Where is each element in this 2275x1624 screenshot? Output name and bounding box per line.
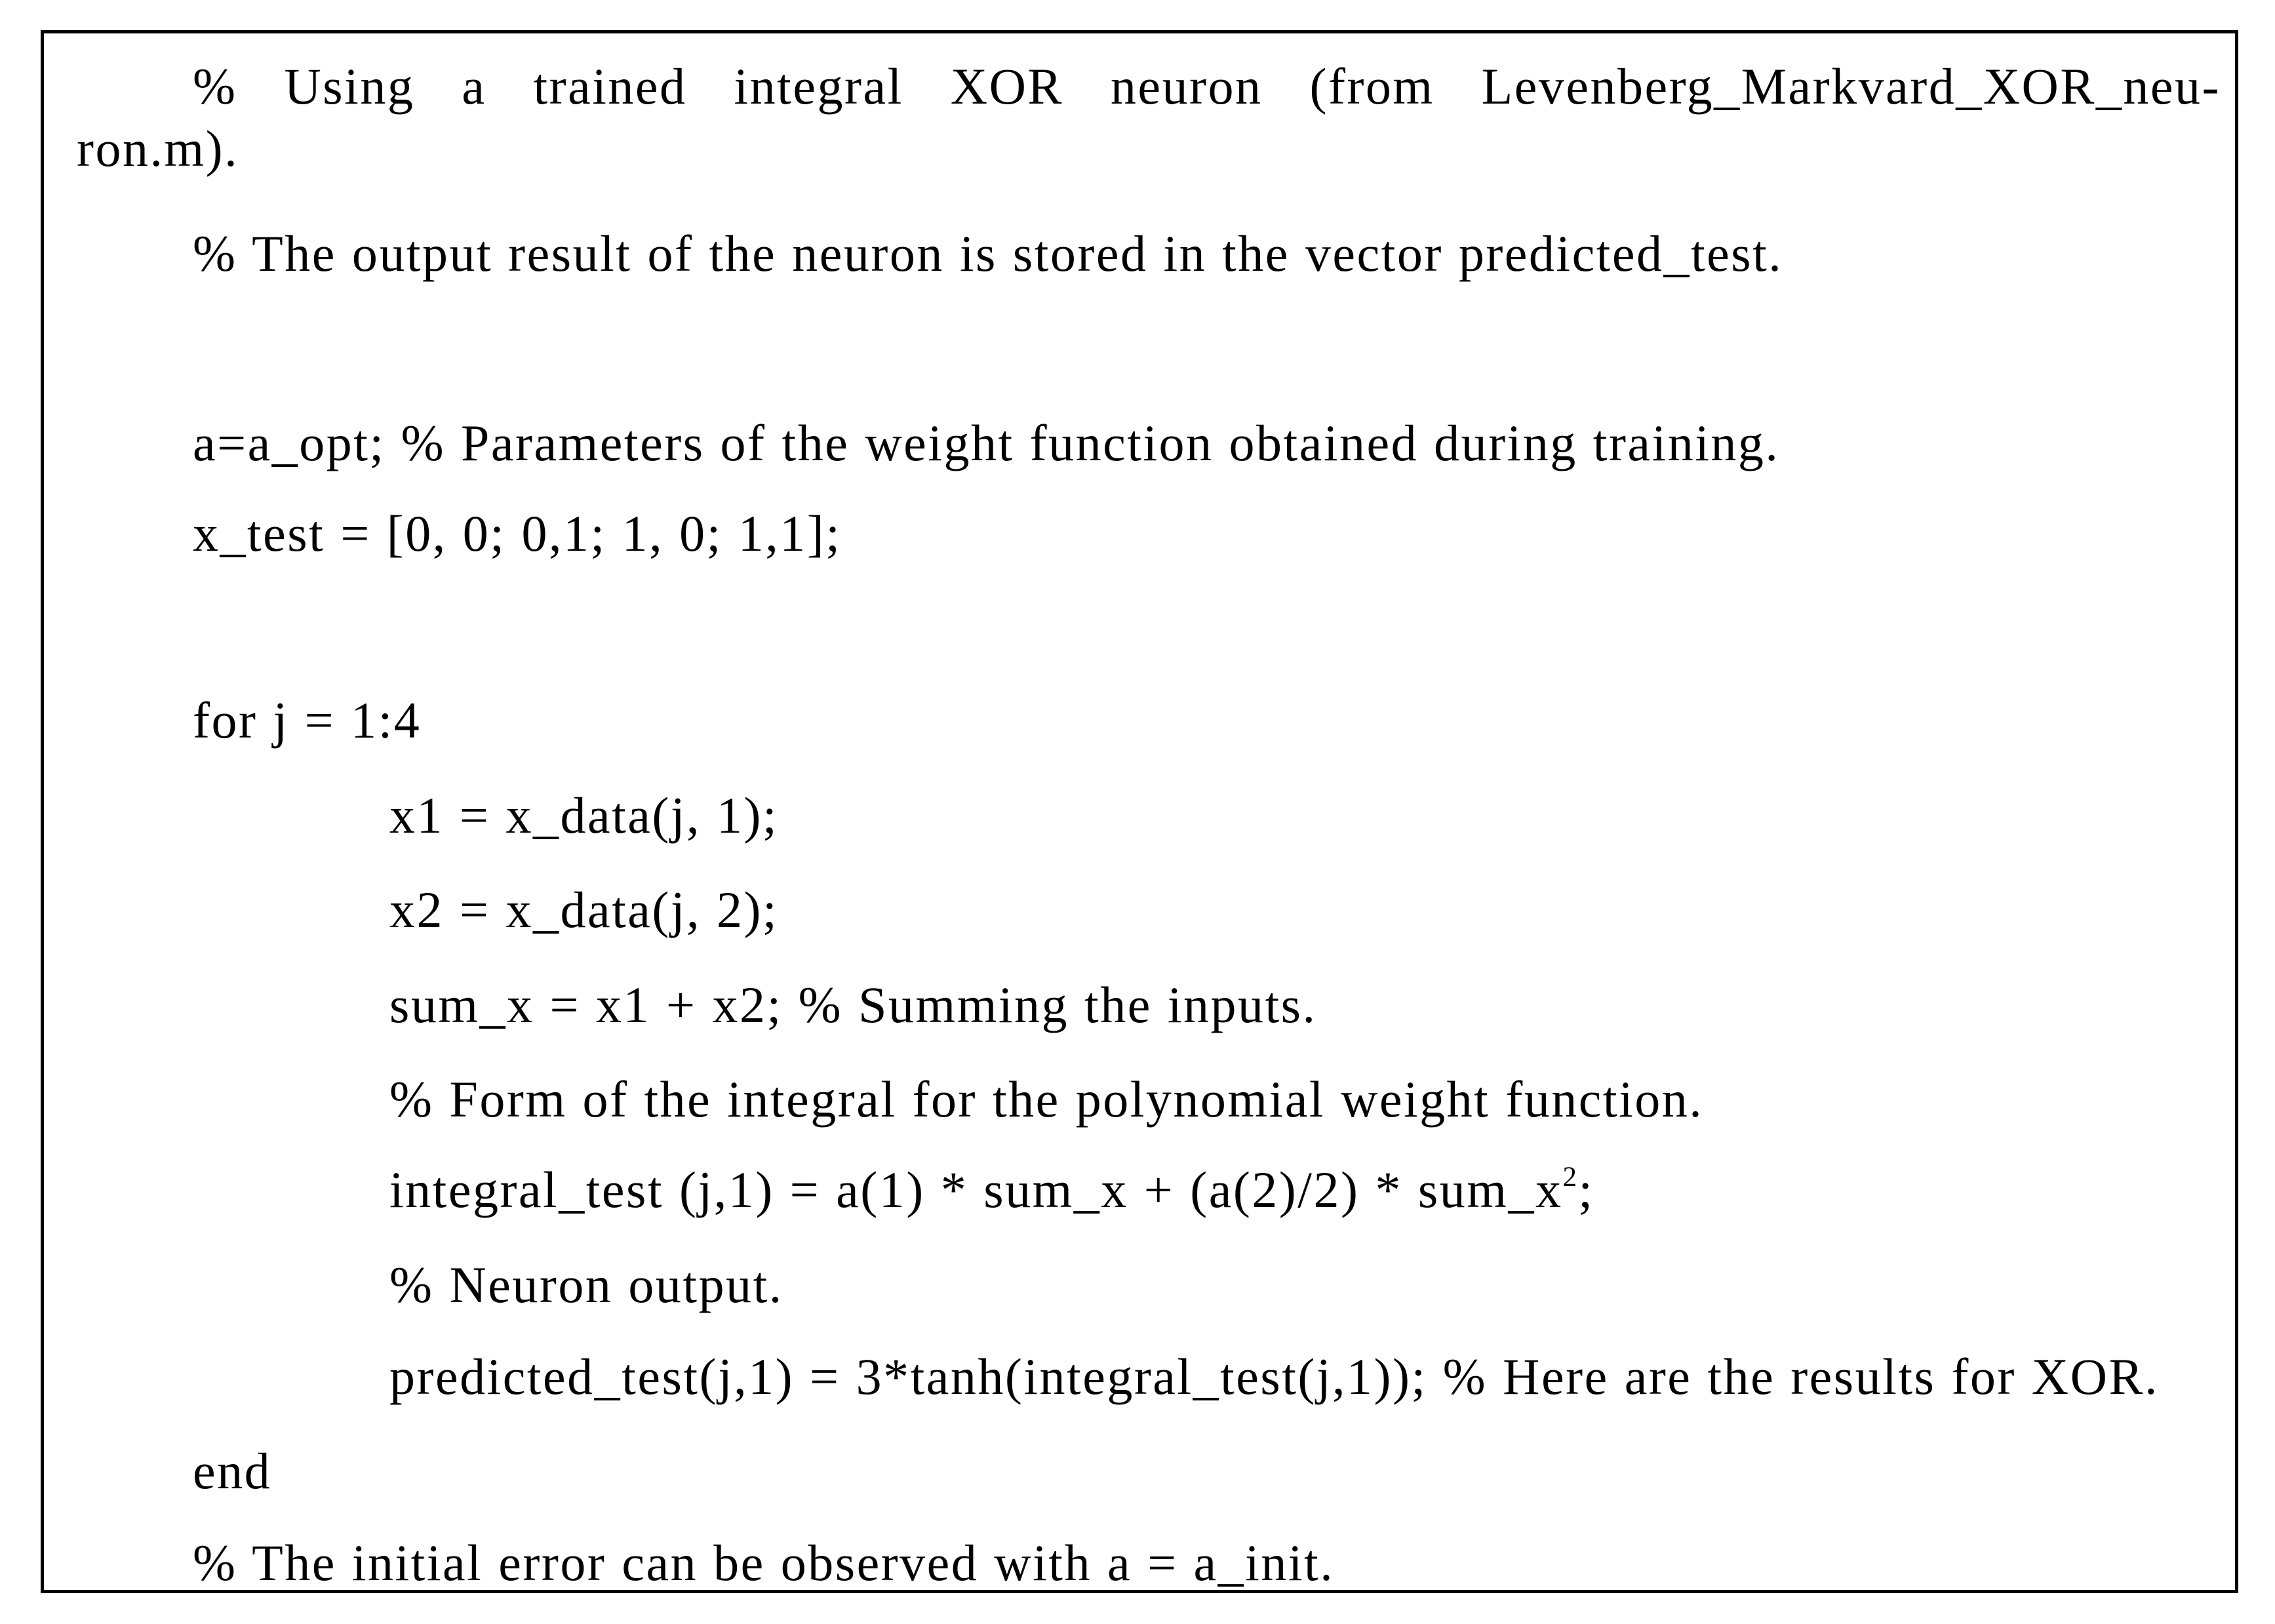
- code-line-comment-output: % The output result of the neuron is stored in the vector predicted_test.: [193, 225, 1783, 282]
- code-line-comment-initial-error: % The initial error can be observed with a = a_init.: [193, 1534, 1335, 1591]
- code-line-comment-integral: % Form of the integral for the polynomial weight function.: [389, 1071, 1704, 1128]
- code-line-sum-x: sum_x = x1 + x2; % Summing the inputs.: [389, 976, 1317, 1033]
- code-line-end: end: [193, 1442, 272, 1499]
- code-line-x-test: x_test = [0, 0; 0,1; 1, 0; 1,1];: [193, 505, 842, 562]
- code-listing-box: [41, 30, 2238, 1593]
- code-line-comment-neuron-output: % Neuron output.: [389, 1256, 783, 1313]
- code-line-comment-intro-continued: ron.m).: [77, 120, 239, 177]
- code-line-assign-a: a=a_opt; % Parameters of the weight function obtained during training.: [193, 414, 1780, 471]
- statement-terminator: ;: [1578, 1161, 1594, 1218]
- code-line-x1: x1 = x_data(j, 1);: [389, 787, 779, 844]
- integral-test-expression: integral_test (j,1) = a(1) * sum_x + (a(2)/2) * sum_x: [389, 1161, 1563, 1218]
- code-line-integral-test: [389, 1161, 1594, 1218]
- superscript-exponent: 2: [1562, 1161, 1579, 1193]
- code-line-x2: x2 = x_data(j, 2);: [389, 881, 779, 938]
- code-line-predicted-test: predicted_test(j,1) = 3*tanh(integral_test(j,1)); % Here are the results for XOR.: [389, 1348, 2159, 1405]
- code-line-comment-intro: % Using a trained integral XOR neuron (from Levenberg_Markvard_XOR_neu-: [193, 58, 2221, 115]
- code-line-for: for j = 1:4: [193, 692, 422, 749]
